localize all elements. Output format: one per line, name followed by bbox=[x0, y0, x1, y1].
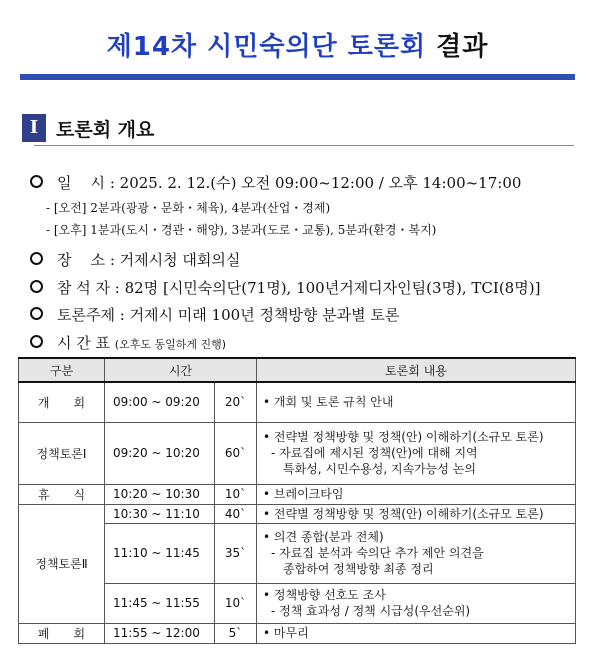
circle-bullet-icon bbox=[30, 307, 43, 320]
title-suffix: 결과 bbox=[436, 32, 489, 62]
table-header-row bbox=[19, 358, 576, 382]
title-underline bbox=[20, 74, 575, 80]
date-row: 일 시 : 2025. 2. 12.(수) 오전 09:00~12:00 / 오후 14:00~17:00 bbox=[30, 172, 521, 193]
section-title: 토론회 개요 bbox=[56, 119, 155, 141]
topic-row: 토론주제 : 거제시 미래 100년 정책방향 분과별 토론 bbox=[30, 304, 399, 325]
section-divider bbox=[34, 145, 574, 146]
table-row: 개 회 09:00 ~ 09:20 20` • 개회 및 토론 규칙 안내 bbox=[19, 382, 576, 422]
table-row: 폐 회 11:55 ~ 12:00 5` • 마무리 bbox=[19, 623, 576, 643]
section-number-badge: Ⅰ bbox=[22, 114, 46, 142]
circle-bullet-icon bbox=[30, 175, 43, 188]
header-content: 토론회 내용 bbox=[257, 358, 576, 382]
schedule-table bbox=[18, 357, 576, 644]
place-row: 장 소 : 거제시청 대회의실 bbox=[30, 249, 240, 270]
afternoon-row: - [오후] 1분과(도시・경관・해양), 3분과(도로・교통), 5분과(환경・복지) bbox=[46, 223, 437, 237]
morning-row: - [오전] 2분과(광광・문화・체육), 4분과(산업・경제) bbox=[46, 201, 331, 215]
title-main: 제14차 시민숙의단 토론회 bbox=[106, 32, 427, 62]
circle-bullet-icon bbox=[30, 280, 43, 293]
circle-bullet-icon bbox=[30, 335, 43, 348]
attendees-row: 참 석 자 : 82명 [시민숙의단(71명), 100년거제디자인팀(3명), TCI(8명)] bbox=[30, 277, 540, 298]
table-row: 11:10 ~ 11:45 35` • 의견 종합(분과 전체) - 자료집 분석과 숙의단 추가 제안 의견을 종합하여 정책방향 최종 정리 bbox=[19, 523, 576, 583]
table-row: 11:45 ~ 11:55 10` • 정책방향 선호도 조사 - 정책 효과성 / 정책 시급성(우선순위) bbox=[19, 583, 576, 623]
date-value: : 2025. 2. 12.(수) 오전 09:00~12:00 / 오후 14:00~17:00 bbox=[109, 174, 522, 192]
timetable-row: 시 간 표 (오후도 동일하게 진행) bbox=[30, 332, 226, 353]
circle-bullet-icon bbox=[30, 252, 43, 265]
page-title bbox=[0, 26, 595, 63]
table-row: 휴 식 10:20 ~ 10:30 10` • 브레이크타임 bbox=[19, 484, 576, 504]
header-category: 구분 bbox=[19, 358, 105, 382]
table-row: 정책토론Ⅱ 10:30 ~ 11:10 40` • 전략별 정책방향 및 정책(안) 이해하기(소규모 토론) bbox=[19, 504, 576, 523]
table-row: 정책토론Ⅰ 09:20 ~ 10:20 60` • 전략별 정책방향 및 정책(안) 이해하기(소규모 토론) - 자료집에 제시된 정책(안)에 대해 지역 특화성, 시민수용성, 지속가능성 논의 bbox=[19, 422, 576, 484]
header-time: 시간 bbox=[105, 358, 257, 382]
